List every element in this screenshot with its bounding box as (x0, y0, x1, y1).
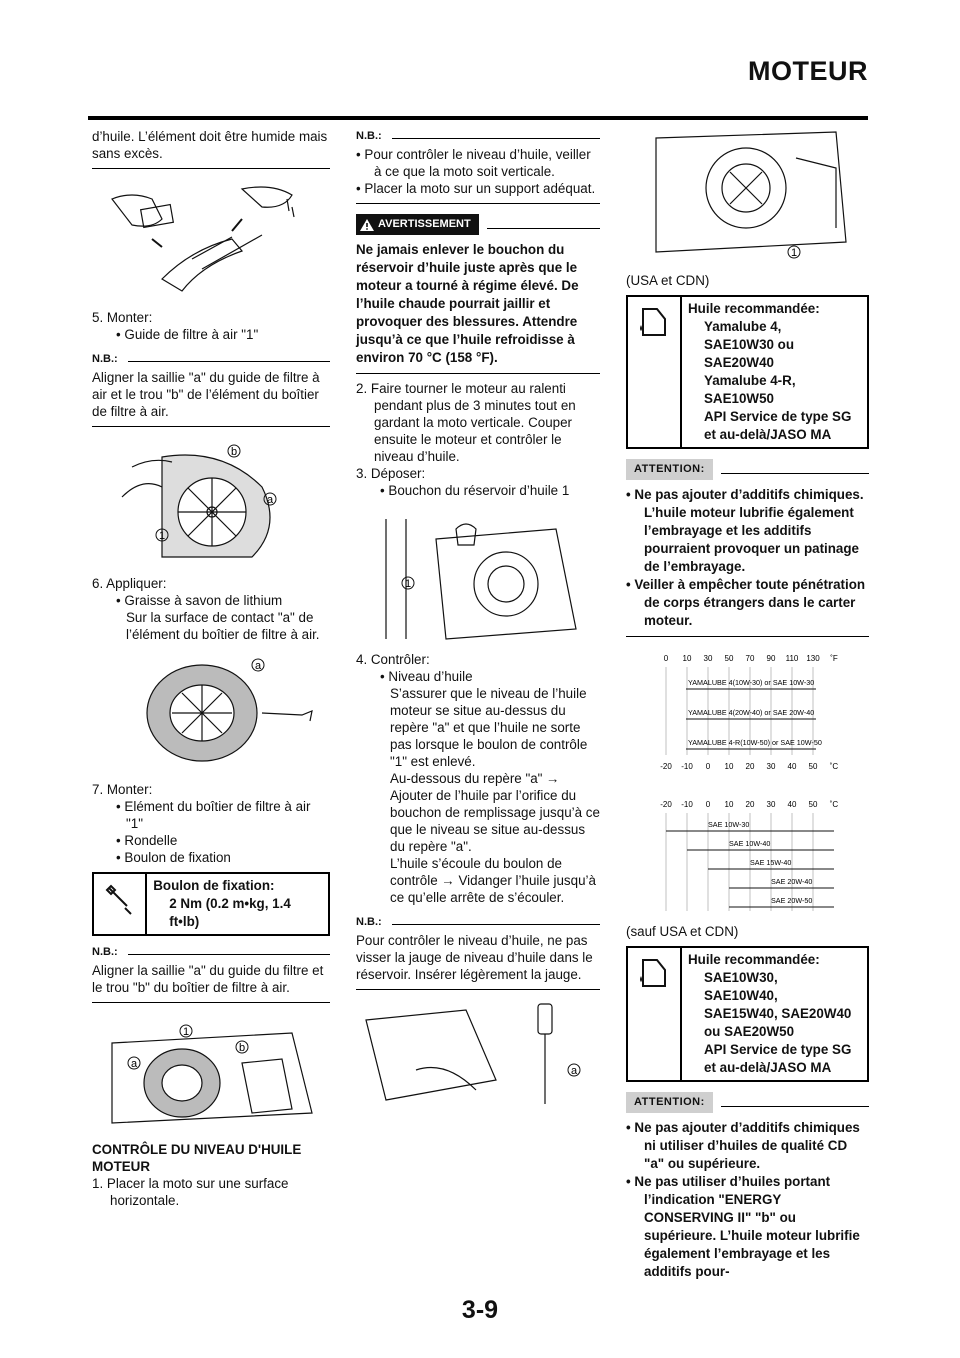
oil1-line: API Service de type SG (704, 409, 852, 424)
warning-triangle-icon (360, 219, 374, 231)
oil1-line: SAE10W50 (704, 391, 774, 406)
nb-bullet-1: • Pour contrôler le niveau d’huile, veiller à ce que la moto soit verticale. (356, 147, 591, 179)
spec-value: 2 Nm (0.2 m•kg, 1.4 ft•lb) (169, 896, 291, 929)
step-5: 5. Monter: (92, 310, 153, 325)
oil1-line: Yamalube 4, (704, 319, 782, 334)
oil-title: Huile recommandée: (688, 952, 820, 967)
fig-label-1: 1 (183, 1026, 190, 1038)
tick-label-top: 30 (766, 800, 776, 809)
figure-oil-cap (356, 509, 600, 641)
column-1 (92, 128, 330, 1209)
figure-dipstick (356, 1000, 600, 1110)
oil-lines (688, 969, 851, 1077)
tick-label-top: ˚C (829, 800, 839, 809)
nb-rule (392, 924, 600, 925)
tick-label-top: 50 (808, 800, 818, 809)
tick-label-bottom: -10 (681, 762, 693, 771)
column-3 (626, 128, 869, 1281)
tick-label-top: 0 (705, 800, 711, 809)
tick-label-top: 10 (682, 654, 692, 663)
step-3: 3. Déposer: (356, 466, 426, 481)
nb-label: N.B.: (356, 916, 382, 928)
oil-lines (688, 318, 851, 444)
tick-label-top: 10 (724, 800, 734, 809)
divider (92, 168, 330, 169)
nb-text-2: Aligner la saillie "a" du guide du filtre et le trou "b" du boîtier de filtre à air. (92, 963, 324, 995)
tick-label-top: -20 (660, 800, 672, 809)
divider (92, 1002, 330, 1003)
tick-label-top: 110 (785, 654, 799, 663)
fig-label-b: b (231, 446, 238, 458)
fig-label-a: a (131, 1058, 138, 1070)
wrench-icon (94, 874, 147, 934)
oil2-line: SAE15W40, SAE20W40 (704, 1006, 852, 1021)
attention-1-bullet-1: • Ne pas ajouter d’additifs chimiques. L’huile moteur lubrifie également l’embrayage et les additifs pourraient provoquer un patinage de l’embrayage. (626, 487, 864, 574)
oil2-line: API Service de type SG (704, 1042, 852, 1057)
tick-label-top: 40 (787, 800, 797, 809)
nb-rule (392, 138, 600, 139)
step-6-bullet: • Graisse à savon de lithium (116, 593, 283, 608)
warning-header (356, 214, 600, 235)
attention-rule (721, 473, 869, 474)
tick-label-top: 30 (703, 654, 713, 663)
warning-text: Ne jamais enlever le bouchon du réservoir d’huile juste après que le moteur a tourné à régime élevé. De l’huile chaude pourrait jaillir et provoquer des blessures. Attendre jusqu’à ce que l’huile refroidisse à environ 70 °C (158 °F). (356, 242, 579, 365)
oil2-line: ou SAE20W50 (704, 1024, 795, 1039)
figure-check-bolt (626, 128, 869, 262)
divider (92, 426, 330, 427)
step-2: 2. Faire tourner le moteur au ralenti pendant plus de 3 minutes tout en gardant la moto verticale. Couper ensuite le moteur et contrôler le niveau d’huile. (356, 381, 576, 464)
divider (356, 203, 600, 204)
range-label: SAE 10W-30 (708, 820, 750, 829)
nb-rule (128, 361, 330, 362)
oil-spec-box-usa (626, 295, 869, 449)
range-label: SAE 10W-40 (729, 839, 771, 848)
step-4-text-3: Ajouter de l’huile par l’orifice du bouchon de remplissage jusqu’à ce que le niveau se situe au-dessus du repère "a". (390, 788, 600, 854)
oil1-line: et au-delà/JASO MA (704, 427, 832, 442)
oil1-line: Yamalube 4-R, (704, 373, 796, 388)
tick-label-top: -10 (681, 800, 693, 809)
fig-label-b: b (239, 1042, 246, 1054)
tick-label-top: 0 (663, 654, 669, 663)
attention-label: ATTENTION: (626, 459, 713, 480)
usa-label: (USA et CDN) (626, 273, 710, 288)
nb-label: N.B.: (92, 946, 118, 958)
tick-label-top: 130 (806, 654, 820, 663)
nb-text-1: Aligner la saillie "a" du guide de filtre à air et le trou "b" de l’élément du boîtier de filtre à air. (92, 370, 320, 419)
divider (626, 636, 869, 637)
page-number: 3-9 (461, 1296, 499, 1324)
warning-rule (487, 228, 600, 229)
step-5-bullet: • Guide de filtre à air "1" (116, 327, 259, 342)
step-7-bullet-3: • Boulon de fixation (116, 850, 231, 865)
figure-oil-filter (92, 179, 330, 299)
nb-label: N.B.: (92, 353, 118, 365)
intro-text: d’huile. L’élément doit être humide mais sans excès. (92, 129, 328, 161)
step-4-text-4: L’huile s’écoule du boulon de contrôle → Vidanger l’huile jusqu’à ce qu’elle arrête de s’écouler. (390, 856, 596, 905)
oil-can-icon (628, 297, 682, 447)
attention-header (626, 1092, 869, 1113)
fig-label-a: a (255, 660, 262, 672)
oil1-line: SAE10W30 ou (704, 337, 795, 352)
tick-label-top: 70 (745, 654, 755, 663)
attention-2-bullet-2: • Ne pas utiliser d’huiles portant l’indication "ENERGY CONSERVING II" "b" ou supérieure. L’huile moteur lubrifie également l’embrayage et les additifs pour- (626, 1174, 860, 1279)
tick-label-bottom: 0 (705, 762, 711, 771)
nb-rule (128, 954, 330, 955)
tick-label-bottom: ˚C (829, 762, 839, 771)
range-label: YAMALUBE 4-R(10W-50) or SAE 10W-50 (688, 738, 822, 747)
attention-label: ATTENTION: (626, 1092, 713, 1113)
step-6: 6. Appliquer: (92, 576, 167, 591)
tick-label-bottom: 50 (808, 762, 818, 771)
divider (356, 989, 600, 990)
tick-label-bottom: -20 (660, 762, 672, 771)
tick-label-top: ˚F (830, 654, 838, 663)
viscosity-chart-other (626, 795, 869, 913)
figure-element-grease (92, 653, 330, 771)
step-4: 4. Contrôler: (356, 652, 430, 667)
nb-text-2: Pour contrôler le niveau d’huile, ne pas visser la jauge de niveau d’huile dans le réservoir. Insérer légèrement la jauge. (356, 933, 593, 982)
oil2-line: SAE10W30, (704, 970, 778, 985)
step-6-sub: Sur la surface de contact "a" de l’élément du boîtier de filtre à air. (126, 610, 320, 642)
tick-label-bottom: 30 (766, 762, 776, 771)
step-4-text-1: S’assurer que le niveau de l’huile moteur se situe au-dessus du repère "a" et que l’huile ne sorte pas lorsque le boulon de contrôle "1" est enlevé. (390, 686, 588, 769)
step-7-bullet-1: • Elément du boîtier de filtre à air "1" (116, 799, 311, 831)
warning-badge (356, 214, 479, 235)
page-title: MOTEUR (748, 56, 868, 86)
tick-label-top: 20 (745, 800, 755, 809)
range-label: SAE 20W-40 (771, 877, 813, 886)
nb-label: N.B.: (356, 130, 382, 142)
oil-spec-box-other (626, 946, 869, 1082)
warning-label: AVERTISSEMENT (378, 218, 471, 230)
divider (356, 373, 600, 374)
oil2-line: et au-delà/JASO MA (704, 1060, 832, 1075)
range-label: YAMALUBE 4(20W-40) or SAE 20W-40 (688, 708, 815, 717)
range-label: SAE 15W-40 (750, 858, 792, 867)
spec-title: Boulon de fixation: (153, 878, 275, 893)
fig-label-1: 1 (405, 578, 412, 590)
viscosity-chart-usa (626, 647, 869, 785)
header-rule (88, 116, 868, 120)
step-1: 1. Placer la moto sur une surface horizontale. (92, 1176, 289, 1208)
nb-bullet-2: • Placer la moto sur un support adéquat. (356, 181, 596, 196)
fig-label-1: 1 (159, 530, 166, 542)
range-label: SAE 20W-50 (771, 896, 813, 905)
oil-title: Huile recommandée: (688, 301, 820, 316)
step-7: 7. Monter: (92, 782, 153, 797)
column-2 (356, 128, 600, 1120)
figure-air-guide (92, 437, 330, 565)
oil-can-icon (628, 948, 682, 1080)
step-4-bullet: • Niveau d’huile (380, 669, 473, 684)
fig-label-1: 1 (791, 247, 798, 259)
torque-spec-box (92, 872, 330, 936)
oil1-line: SAE20W40 (704, 355, 774, 370)
section-title: CONTRÔLE DU NIVEAU D'HUILE MOTEUR (92, 1142, 302, 1174)
attention-header (626, 459, 869, 480)
tick-label-bottom: 10 (724, 762, 734, 771)
attention-rule (721, 1106, 869, 1107)
attention-1-bullet-2: • Veiller à empêcher toute pénétration de corps étrangers dans le carter moteur. (626, 577, 866, 628)
oil2-line: SAE10W40, (704, 988, 778, 1003)
tick-label-bottom: 20 (745, 762, 755, 771)
fig-label-a: a (267, 494, 274, 506)
tick-label-top: 50 (724, 654, 734, 663)
range-label: YAMALUBE 4(10W-30) or SAE 10W-30 (688, 678, 815, 687)
figure-filter-install (92, 1013, 330, 1131)
attention-2-bullet-1: • Ne pas ajouter d’additifs chimiques ni utiliser d’huiles de qualité CD "a" ou supérieure. (626, 1120, 860, 1171)
step-7-bullet-2: • Rondelle (116, 833, 178, 848)
step-3-bullet: • Bouchon du réservoir d’huile 1 (380, 483, 570, 498)
other-label: (sauf USA et CDN) (626, 924, 739, 939)
tick-label-bottom: 40 (787, 762, 797, 771)
fig-label-a: a (571, 1065, 578, 1077)
step-4-text-2: Au-dessous du repère "a" → (390, 771, 560, 786)
tick-label-top: 90 (766, 654, 776, 663)
